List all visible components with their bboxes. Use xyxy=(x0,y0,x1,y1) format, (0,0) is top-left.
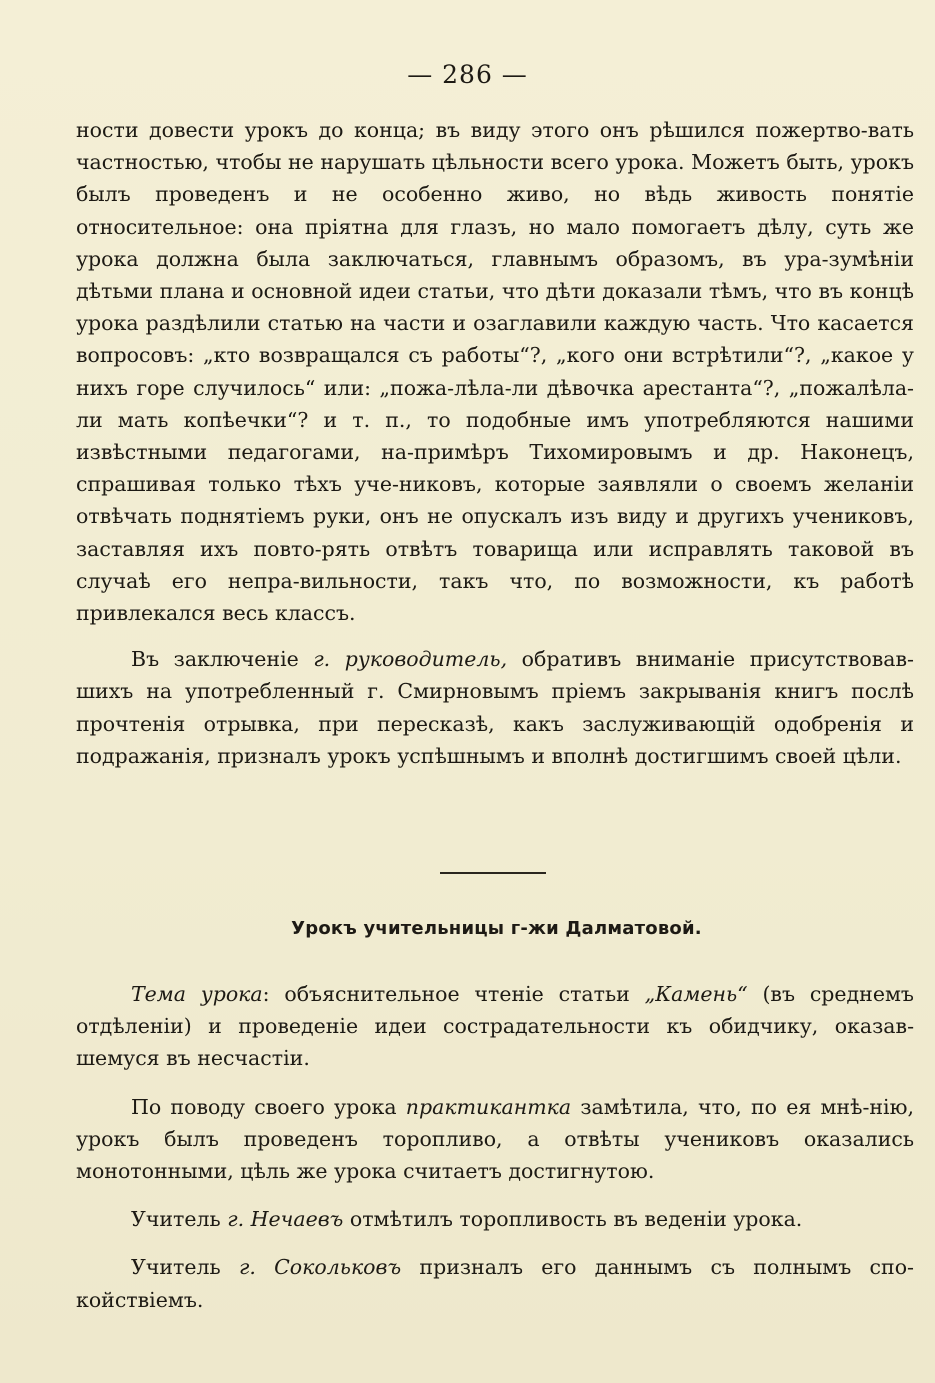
paragraph-trainee xyxy=(76,1091,914,1188)
paragraph-nechaev xyxy=(76,1203,914,1235)
paragraph-sokolkov xyxy=(76,1251,914,1315)
nechaev-text-start: Учитель xyxy=(131,1207,221,1232)
lesson-topic-title: „Камень“ xyxy=(644,982,748,1006)
trainee-text-end: замѣтила, что, по ея мнѣ-нію, урокъ былъ проведенъ торопливо, а отвѣты учениковъ оказались монотонными, цѣль же урока считаетъ достигнутою. xyxy=(76,1094,914,1184)
sokolkov-text-start: Учитель xyxy=(131,1255,221,1280)
nechaev-text-end: отмѣтилъ торопливость въ веденіи урока. xyxy=(349,1207,803,1232)
conclusion-role: г. руководитель, xyxy=(313,647,508,672)
lesson-topic-text: : объяснительное чтеніе статьи xyxy=(262,982,630,1006)
trainee-text-start: По поводу своего урока xyxy=(131,1094,397,1119)
paragraph-lesson-topic xyxy=(76,978,914,1075)
lesson-topic-label: Тема урока xyxy=(131,982,263,1006)
paragraph-conclusion xyxy=(76,643,914,772)
sokolkov-name: г. Сокольковъ xyxy=(238,1255,402,1280)
page-number: — 286 — xyxy=(407,60,528,89)
conclusion-text-end: обративъ вниманіе присутствовав-шихъ на употребленный г. Смирновымъ пріемъ закрыванія книгъ послѣ прочтенія отрывка, при пересказѣ, какъ заслуживающій одобренія и подражанія, призналъ урокъ успѣшнымъ и вполнѣ достигшимъ своей цѣли. xyxy=(76,647,914,768)
trainee-role: практикантка xyxy=(405,1094,572,1119)
body-section-b xyxy=(76,978,914,1316)
conclusion-text-start: Въ заключеніе xyxy=(131,647,299,672)
section-heading: Урокъ учительницы г-жи Далматовой. xyxy=(291,918,702,939)
paragraph-continuation: ности довести урокъ до конца; въ виду этого онъ рѣшился пожертво-вать частностью, чтобы не нарушать цѣльности всего урока. Можетъ быть, урокъ былъ проведенъ и не особенно живо, но вѣдь живость понятіе относительное: она пріятна для глазъ, но мало помогаетъ дѣлу, суть же урока должна была заключаться, главнымъ образомъ, въ ура-зумѣніи дѣтьми плана и основной идеи статьи, что дѣти доказали тѣмъ, что въ концѣ урока раздѣлили статью на части и озаглавили каждую часть. Что касается вопросовъ: „кто возвращался съ работы“?, „кого они встрѣтили“?, „какое у нихъ горе случилось“ или: „пожа-лѣла-ли дѣвочка арестанта“?, „пожалѣла-ли мать копѣечки“? и т. п., то подобные имъ употребляются нашими извѣстными педагогами, на-примѣръ Тихомировымъ и др. Наконецъ, спрашивая только тѣхъ уче-никовъ, которые заявляли о своемъ желаніи отвѣчать поднятіемъ руки, онъ не опускалъ изъ виду и другихъ учениковъ, заставляя ихъ повто-рять отвѣтъ товарища или исправлять таковой въ случаѣ его непра-вильности, такъ что, по возможности, къ работѣ привлекался весь классъ. xyxy=(76,118,914,626)
body-section-a xyxy=(76,114,914,772)
sokolkov-text-end: призналъ его даннымъ съ полнымъ спо-койствіемъ. xyxy=(76,1255,914,1312)
nechaev-name: г. Нечаевъ xyxy=(227,1207,344,1232)
lesson-topic-rest: (въ среднемъ отдѣленіи) и проведеніе идеи сострадательности къ обидчику, оказав-шемуся въ несчастіи. xyxy=(76,982,914,1071)
section-divider xyxy=(440,872,546,874)
